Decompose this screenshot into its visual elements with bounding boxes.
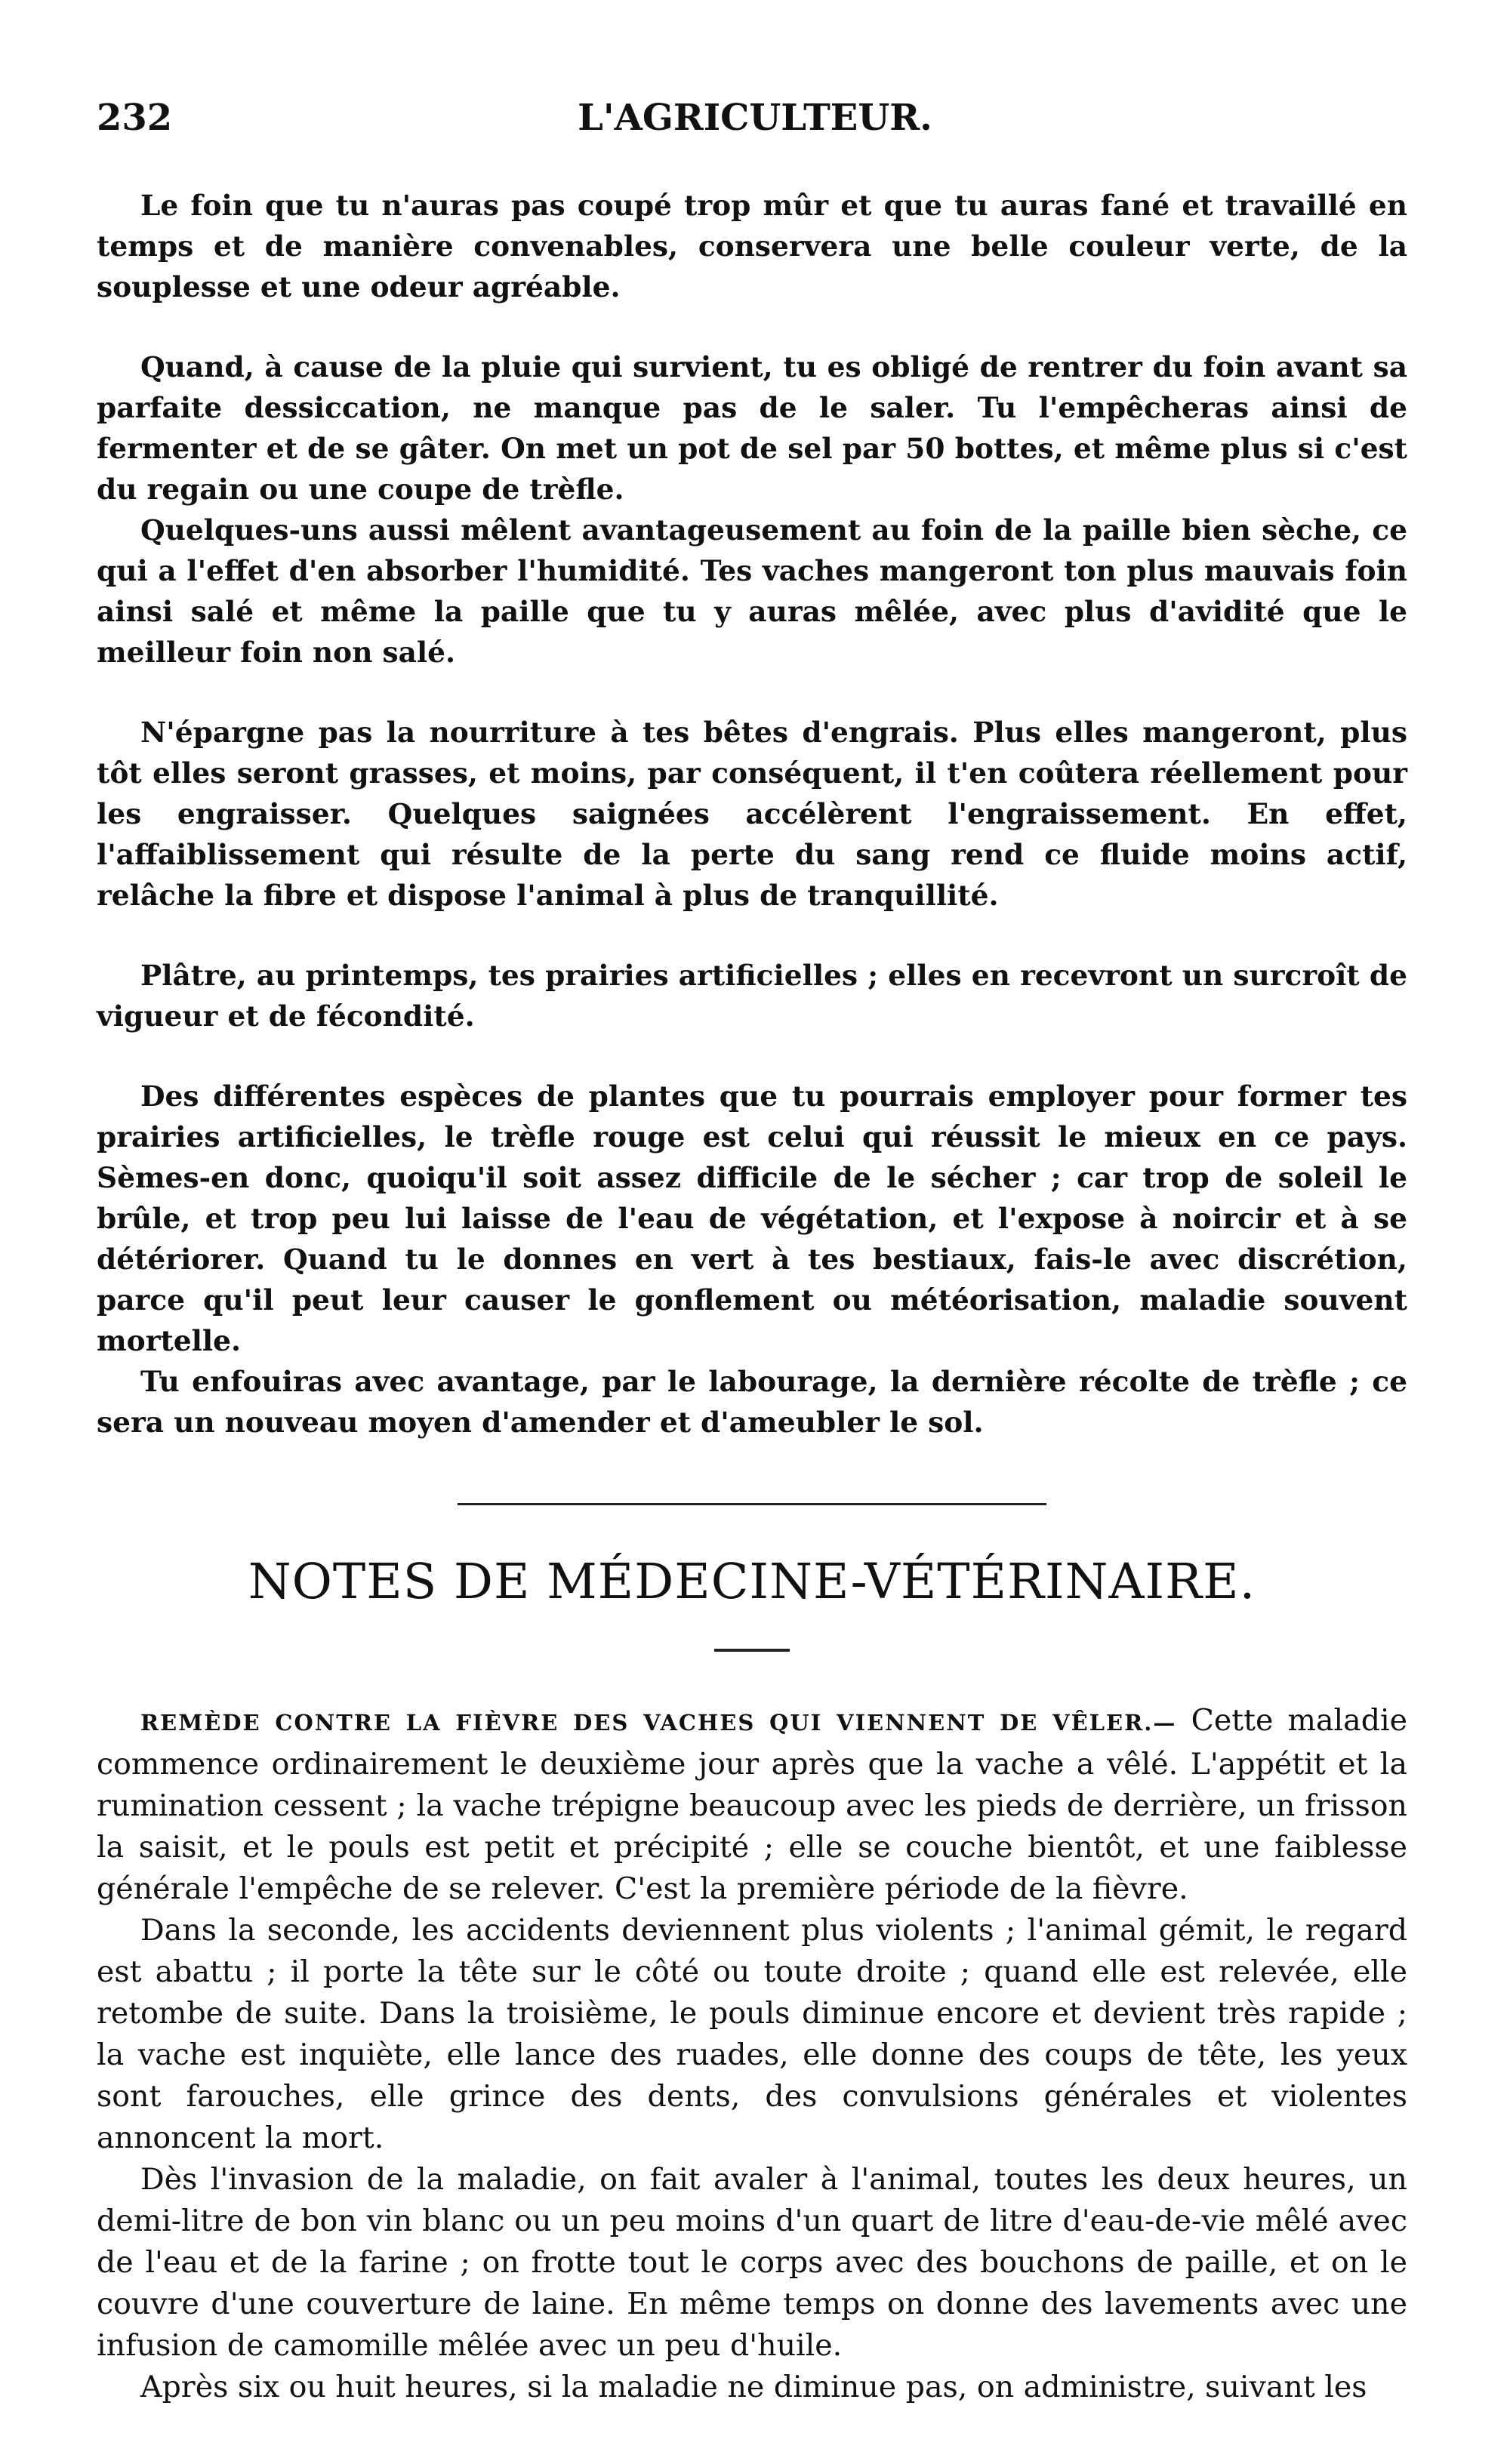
paragraph-salting-hay: Quand, à cause de la pluie qui survient, tu es obligé de rentrer du foin avant sa parfaite dessiccation, ne manque pas de le saler. Tu l'empêcheras ainsi de fermenter et de se gâter. On met un pot de sel par 50 bottes, et même plus si c'est du regain ou une coupe de trèfle. xyxy=(97,350,1407,506)
paragraph-red-clover: Des différentes espèces de plantes que tu pourrais employer pour former tes prairies artificielles, le trèfle rouge est celui qui réussit le mieux en ce pays. Sèmes-en donc, quoiqu'il soit assez difficile de le sécher ; car trop de soleil le brûle, et trop peu lui laisse de l'eau de végétation, et l'expose à noircir et à se détériorer. Quand tu le donnes en vert à tes bestiaux, fais-le avec discrétion, parce qu'il peut leur causer le gonflement ou météorisation, maladie souvent mortelle. xyxy=(97,1080,1407,1357)
remedy-heading: REMÈDE CONTRE LA FIÈVRE DES VACHES QUI VIENNENT DE VÊLER.— xyxy=(140,1710,1177,1736)
paragraph-plowing-clover: Tu enfouiras avec avantage, par le labourage, la dernière récolte de trèfle ; ce sera un nouveau moyen d'amender et d'ameubler le sol. xyxy=(97,1365,1407,1439)
page-number: 232 xyxy=(97,97,173,139)
paragraph-hay-color: Le foin que tu n'auras pas coupé trop mûr et que tu auras fané et travaillé en temps et de manière convenables, conservera une belle couleur verte, de la souplesse et une odeur agréable. xyxy=(97,189,1407,303)
page-header xyxy=(97,97,1413,142)
fever-intro-text: Cette maladie commence ordinairement le deuxième jour après que la vache a vêlé. L'appétit et la rumination cessent ; la vache trépigne beaucoup avec les pieds de derrière, un frisson la saisit, et le pouls est petit et précipité ; elle se couche bientôt, et une faiblesse générale l'empêche de se relever. C'est la première période de la fièvre. xyxy=(97,1703,1408,1906)
section-title: NOTES DE MÉDECINE-VÉTÉRINAIRE. xyxy=(248,1554,1256,1610)
running-title: L'AGRICULTEUR. xyxy=(578,97,932,139)
paragraph-after-hours: Après six ou huit heures, si la maladie ne diminue pas, on administre, suivant les xyxy=(140,2370,1367,2404)
veterinary-notes xyxy=(97,1700,1407,2408)
section-divider xyxy=(458,1503,1046,1505)
paragraph-plaster: Plâtre, au printemps, tes prairies artificielles ; elles en recevront un surcroît de vigueur et de fécondité. xyxy=(97,959,1407,1033)
paragraph-fever-intro xyxy=(97,1700,1407,1910)
paragraph-treatment: Dès l'invasion de la maladie, on fait avaler à l'animal, toutes les deux heures, un demi-litre de bon vin blanc ou un peu moins d'un quart de litre d'eau-de-vie mêlé avec de l'eau et de la farine ; on frotte tout le corps avec des bouchons de paille, et on le couvre d'une couverture de laine. En même temps on donne des lavements avec une infusion de camomille mêlée avec un peu d'huile. xyxy=(97,2162,1407,2363)
text-column xyxy=(97,185,1407,2408)
paragraph-straw-mixing: Quelques-uns aussi mêlent avantageusement au foin de la paille bien sèche, ce qui a l'effet d'en absorber l'humidité. Tes vaches mangeront ton plus mauvais foin ainsi salé et même la paille que tu y auras mêlée, avec plus d'avidité que le meilleur foin non salé. xyxy=(97,513,1407,669)
paragraph-fever-stages: Dans la seconde, les accidents deviennent plus violents ; l'animal gémit, le regard est abattu ; il porte la tête sur le côté ou toute droite ; quand elle est relevée, elle retombe de suite. Dans la troisième, le pouls diminue encore et devient très rapide ; la vache est inquiète, elle lance des ruades, elle donne des coups de tête, les yeux sont farouches, elle grince des dents, des convulsions générales et violentes annoncent la mort. xyxy=(97,1913,1407,2155)
paragraph-fattening: N'épargne pas la nourriture à tes bêtes d'engrais. Plus elles mangeront, plus tôt elles seront grasses, et moins, par conséquent, il t'en coûtera réellement pour les engraisser. Quelques saignées accélèrent l'engraissement. En effet, l'affaiblissement qui résulte de la perte du sang rend ce fluide moins actif, relâche la fibre et dispose l'animal à plus de tranquillité. xyxy=(97,716,1407,912)
title-underline xyxy=(714,1649,790,1652)
